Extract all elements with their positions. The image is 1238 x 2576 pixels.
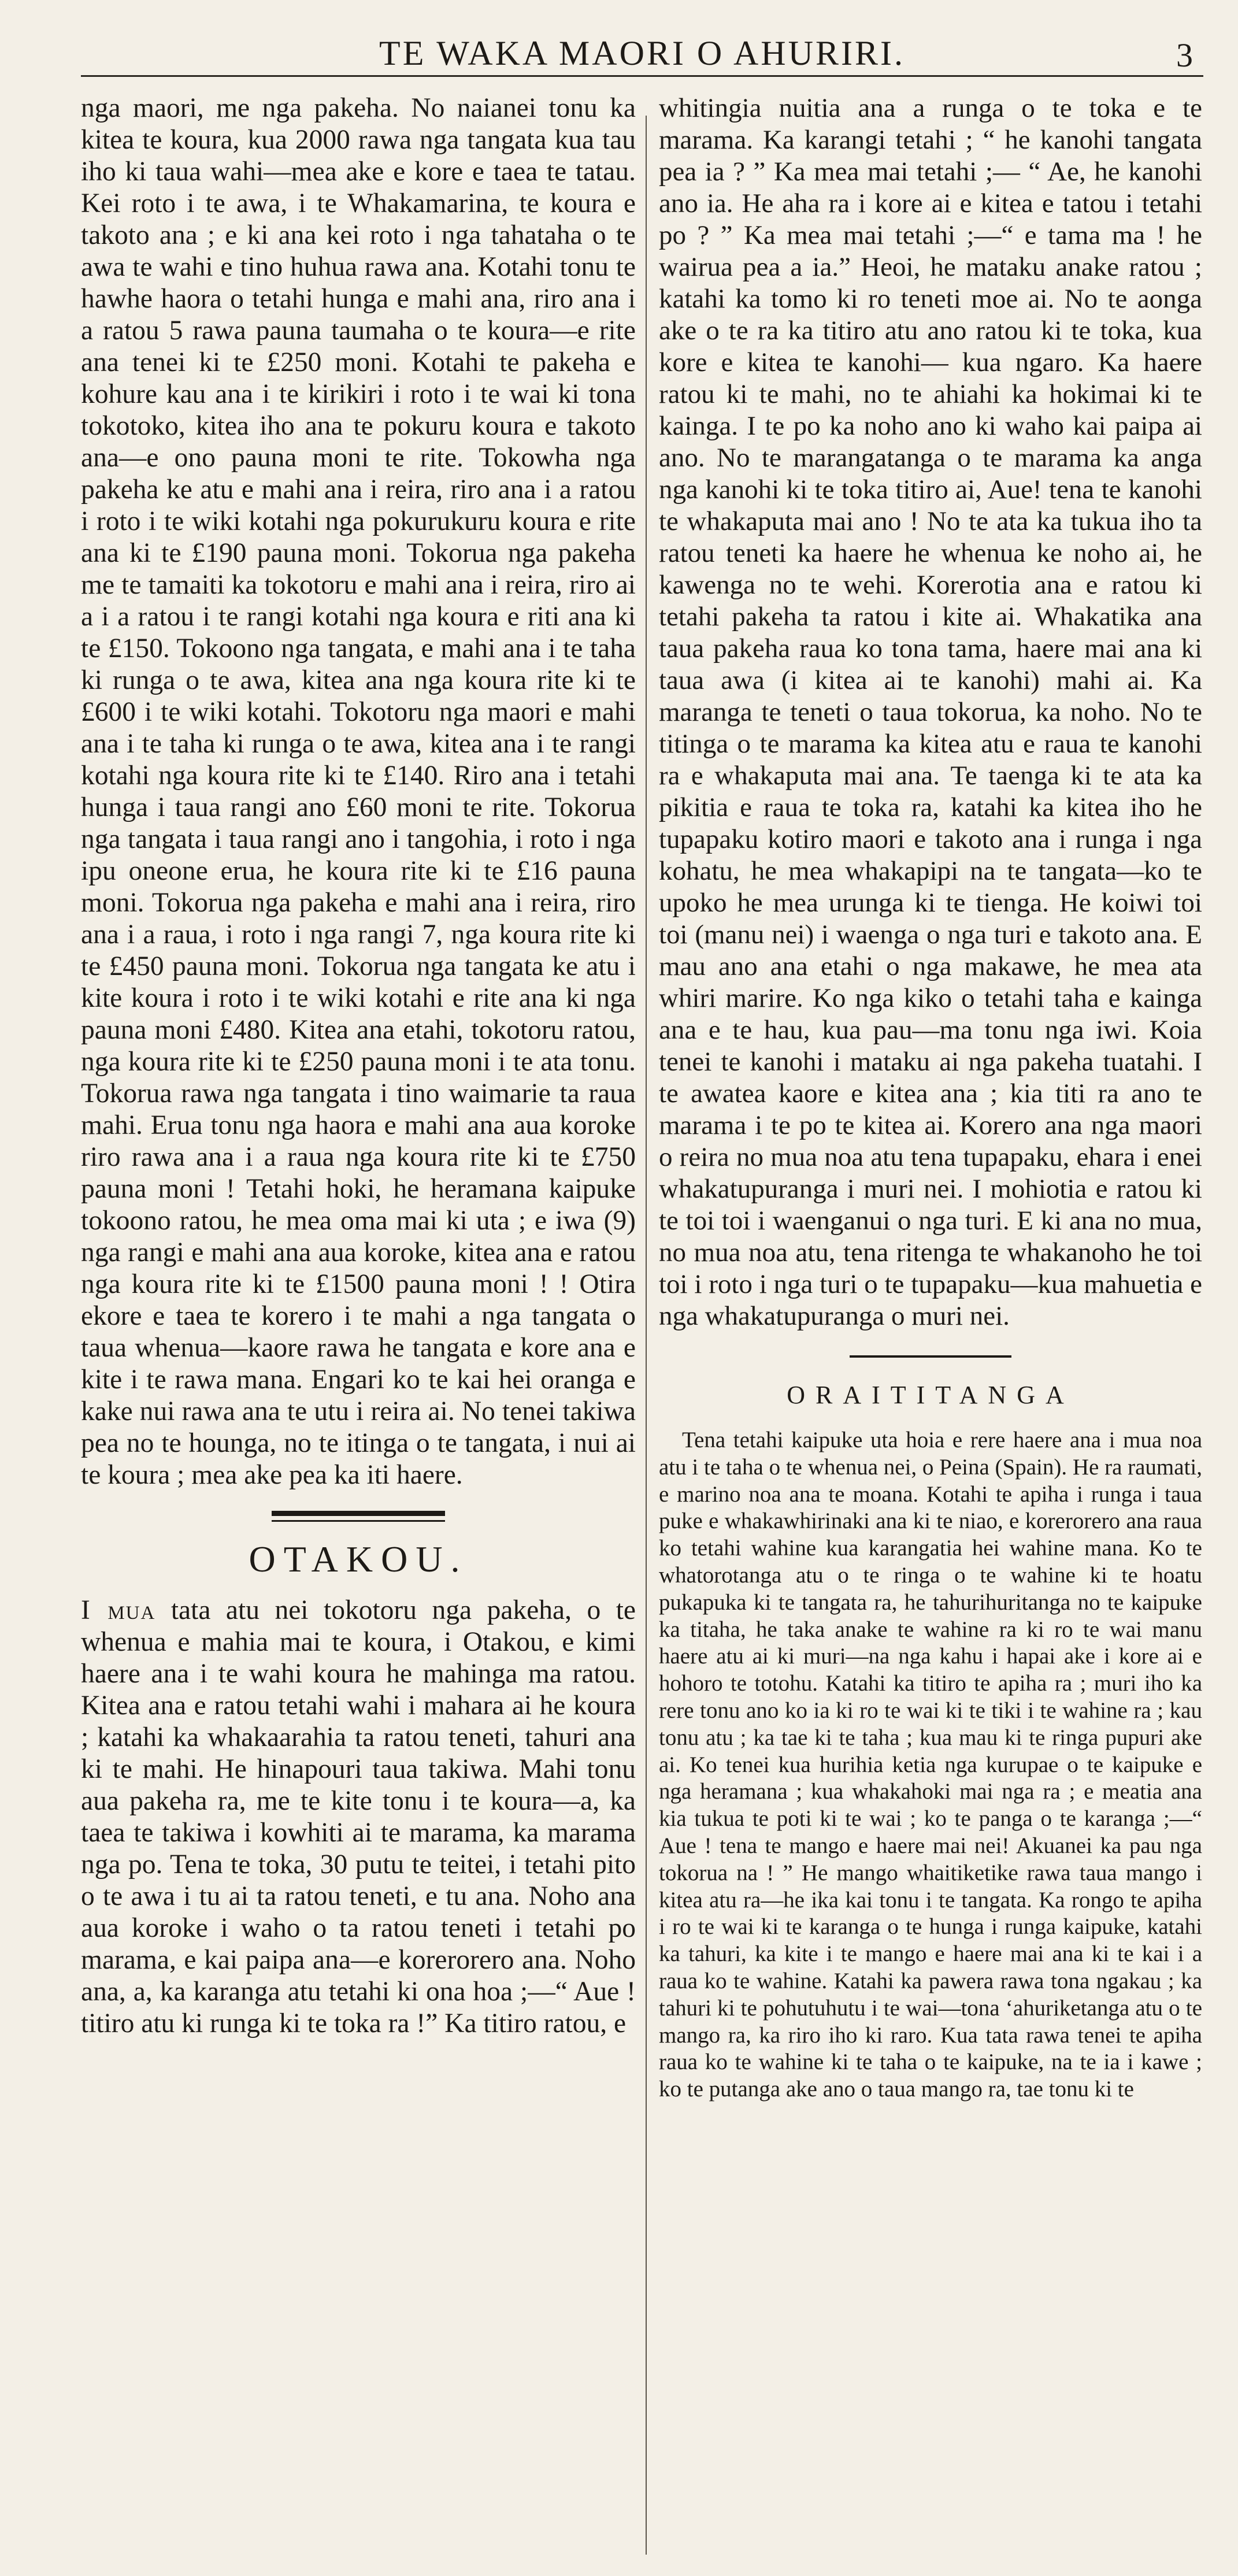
otakou-article-continued: whitingia nuitia ana a runga o te toka e te marama. Ka karangi tetahi ; “ he kanohi tangata pea ia ? ” Ka mea mai tetahi ;— “ Ae, he kanohi ano ia. He aha ra i kore ai e kitea e tatou i tetahi po ? ” Ka mea mai tetahi ;—“ e tama ma ! he wairua pea a ia.” Heoi, he mataku anake ratou ; katahi ka tomo ki ro teneti moe ai. No te aonga ake o te ra ka titiro atu ano ratou ki te toka, kua kore e kitea te kanohi— kua ngaro. Ka haere ratou ki te mahi, no te ahiahi ka hokimai ki te kainga. I te po ka noho ano ki waho kai paipa ai ano. No te marangatanga o te marama ka anga nga kanohi ki te toka titiro ai, Aue! tena te kanohi te whakaputa mai ano ! No te ata ka tukua iho ta ratou teneti ka haere he whenua ke noho ai, he kawenga no te wehi. Korerotia ana e ratou ki tetahi pakeha ta ratou i kite ai. Whakatika ana taua pakeha raua ko tona tama, haere mai ana ki taua awa (i kitea ai te kanohi) mahi ai. Ka maranga te teneti o taua tokorua, ka noho. No te titinga o te marama ka kitea atu e raua te kanohi ra e whakaputa mai ana. Te taenga ki te ata ka pikitia e raua te toka ra, katahi ka kitea iho he tupapaku kotiro maori e takoto ana i runga i nga kohatu, he mea whakapipi na te tangata—ko te upoko he mea urunga ki te tienga. He koiwi toi toi (manu nei) i waenga o nga turi e takoto ana. E mau ano ana etahi o nga makawe, he mea ata whiri marire. Ko nga kiko o tetahi taha e kainga ana e te hau, kua pau—ma tonu nga iwi. Koia tenei te kanohi i mataku ai nga pakeha tuatahi. I te awatea kaore e kitea ana ; kia titi ra ano te marama i te po te kitea ai. Korero ana nga maori o reira no mua noa atu tena tupapaku, ehara i enei whakatupuranga i muri nei. I mohiotia e ratou ki te toi toi i waenganui o nga turi. E ki ana no mua, no mua noa atu, tena ritenga te whakanoho he toi toi i roto i nga turi o te tupapaku—kua mahuetia e nga whakatupuranga o muri nei. [659, 93, 1202, 1331]
section-heading-oraititanga: ORAITITANGA [787, 1381, 1074, 1409]
page-title: TE WAKA MAORI O AHURIRI. [379, 34, 905, 72]
thin-rule [272, 1520, 445, 1522]
section-divider [81, 1511, 636, 1522]
section-heading-otakou: OTAKOU. [249, 1539, 468, 1580]
column-right [659, 92, 1202, 2103]
otakou-body: tata atu nei tokotoru nga pakeha, o te whenua e mahia mai te koura, i Otakou, e kimi haere ana i te wahi koura he mahinga ma ratou. Kitea ana e ratou tetahi wahi i mahara ai he koura ; katahi ka whakaarahia ta ratou teneti, tahuri ana ki te mahi. He hinapouri taua takiwa. Mahi tonu aua pakeha ra, me te kite tonu i te koura—a, ka taea te takiwa i kowhiti ai te marama, ka marama nga po. Tena te toka, 30 putu te teitei, i tetahi pito o te awa i tu ai ta ratou teneti, e tu ana. Noho ana aua koroke i waho o ta ratou teneti i tetahi po marama, e kai paipa ana—e korerorero ana. Noho ana, a, ka karanga atu tetahi ki ona hoa ;—“ Aue ! titiro atu ki runga ki te toka ra !” Ka titiro ratou, e [81, 1595, 636, 2038]
gold-report-continued: nga maori, me nga pakeha. No naianei tonu ka kitea te koura, kua 2000 rawa nga tangata kua tau iho ki taua wahi—mea ake e kore e taea te tatau. Kei roto i te awa, i te Whakamarina, te koura e takoto ana ; e ki ana kei roto i nga tahataha o te awa te wahi e tino huhua rawa ana. Kotahi tonu te hawhe haora o tetahi hunga e mahi ana, riro ana i a ratou 5 rawa pauna taumaha o te koura—e rite ana tenei ki te £250 moni. Kotahi te pakeha e kohure kau ana i te kirikiri i roto i te wai ki tona tokotoko, kitea iho ana te pokuru koura e takoto ana—e ono pauna moni te rite. Tokowha nga pakeha ke atu e mahi ana i reira, riro ana i a ratou i roto i te wiki kotahi nga pokurukuru koura e rite ana ki te £190 pauna moni. Tokorua nga pakeha me te tamaiti ka tokotoru e mahi ana i reira, riro ai a i a ratou i te rangi kotahi nga koura e riti ana ki te £150. Tokoono nga tangata, e mahi ana i te taha ki runga o te awa, kitea ana nga koura rite ki te £600 i te wiki kotahi. Tokotoru nga maori e mahi ana i te taha ki runga o te awa, kitea ana i te rangi kotahi nga koura rite ki te £140. Riro ana i tetahi hunga i taua rangi ano £60 moni te rite. Tokorua nga tangata i taua rangi ano i tangohia, i roto i nga ipu oneone erua, he koura rite ki te £16 pauna moni. Tokorua nga pakeha e mahi ana i reira, riro ana i a raua, i roto i nga rangi 7, nga koura rite ki te £450 pauna moni. Tokorua nga tangata ke atu i kite koura i roto i te wiki kotahi e rite ana ki nga pauna moni £480. Kitea ana etahi, tokotoru ratou, nga koura rite ki te £250 pauna moni i te ata tonu. Tokorua rawa nga tangata i tino waimarie ta raua mahi. Erua tonu nga haora e mahi ana aua koroke riro rawa ana i a raua nga koura rite ki te £750 pauna moni ! Tetahi hoki, he heramana kaipuke tokoono ratou, he mea oma mai ki uta ; e iwa (9) nga rangi e mahi ana aua koroke, kitea ana e ratou nga koura rite ki te £1500 pauna moni ! ! Otira ekore e taea te korero i te mahi a nga tangata o taua whenua—kaore rawa he tangata e kore ana e kite i te rawa mana. Engari ko te kai hei oranga e kake nui rawa ana te utu i reira ai. No tenei takiwa pea no te hounga, no te itinga o te tangata, i nui ai te koura ; mea ake pea ka iti haere. [81, 93, 636, 1490]
page-number: 3 [1176, 36, 1193, 74]
otakou-article [81, 1595, 636, 2040]
oraititanga-article: Tena tetahi kaipuke uta hoia e rere haere ana i mua noa atu i te taha o te whenua nei, o Peina (Spain). He ra raumati, e marino noa ana te moana. Kotahi te apiha i runga i taua puke e whakawhirinaki ana ki te niao, e korerorero ana raua ko tetahi wahine kua karangatia hei wahine mana. Ko te whatorotanga atu o te ringa o te wahine ki te hoatu pukapuka ki te tangata ra, he tahurihuritanga no te kaipuke ka titaha, he taka anake te wahine ra ki ro te wai manu haere atu ai ki muri—na nga kahu i hapai ake i kore ai e hohoro te totohu. Katahi ka titiro te apiha ra ; muri iho ka rere tonu ano ko ia ki ro te wai ki te tiki i te wahine ra ; kau tonu atu ; ka tae ki te taha ; kua mau ki te ringa pupuri ake ai. Ko tenei kua hurihia ketia nga kurupae o te kaipuke e nga heramana ; kua whakahoki mai nga ra ; e meatia ana kia tukua te poti ki te wai ; ko te panga o te karanga ;—“ Aue ! tena te mango e haere mai nei! Akuanei ka pau nga tokorua na ! ” He mango whaitiketike rawa taua mango i kitea atu ra—he ika kai tonu i te tangata. Ka rongo te apiha i ro te wai ki te karanga o te hunga i runga kaipuke, katahi ka tahuri, ka kite i te mango e haere mai ana ki te kai i a raua ko te wahine. Katahi ka pawera rawa tona ngakau ; ka tahuri ki te pohutuhutu i te wai—tona ‘ahuriketanga atu o te mango ra, ka riro iho ki raro. Kua tata rawa tenei te apiha raua ko te wahine ki te taha o te kaipuke, na te ia i kawe ; ko te putanga ake ano o taua mango ra, tae tonu ki te [659, 1428, 1202, 2102]
thick-rule [272, 1511, 445, 1516]
column-left [81, 92, 636, 2040]
section-divider-short [850, 1355, 1011, 1358]
otakou-lead: I mua [81, 1595, 156, 1625]
running-head [81, 23, 1203, 77]
column-divider [646, 116, 647, 2555]
